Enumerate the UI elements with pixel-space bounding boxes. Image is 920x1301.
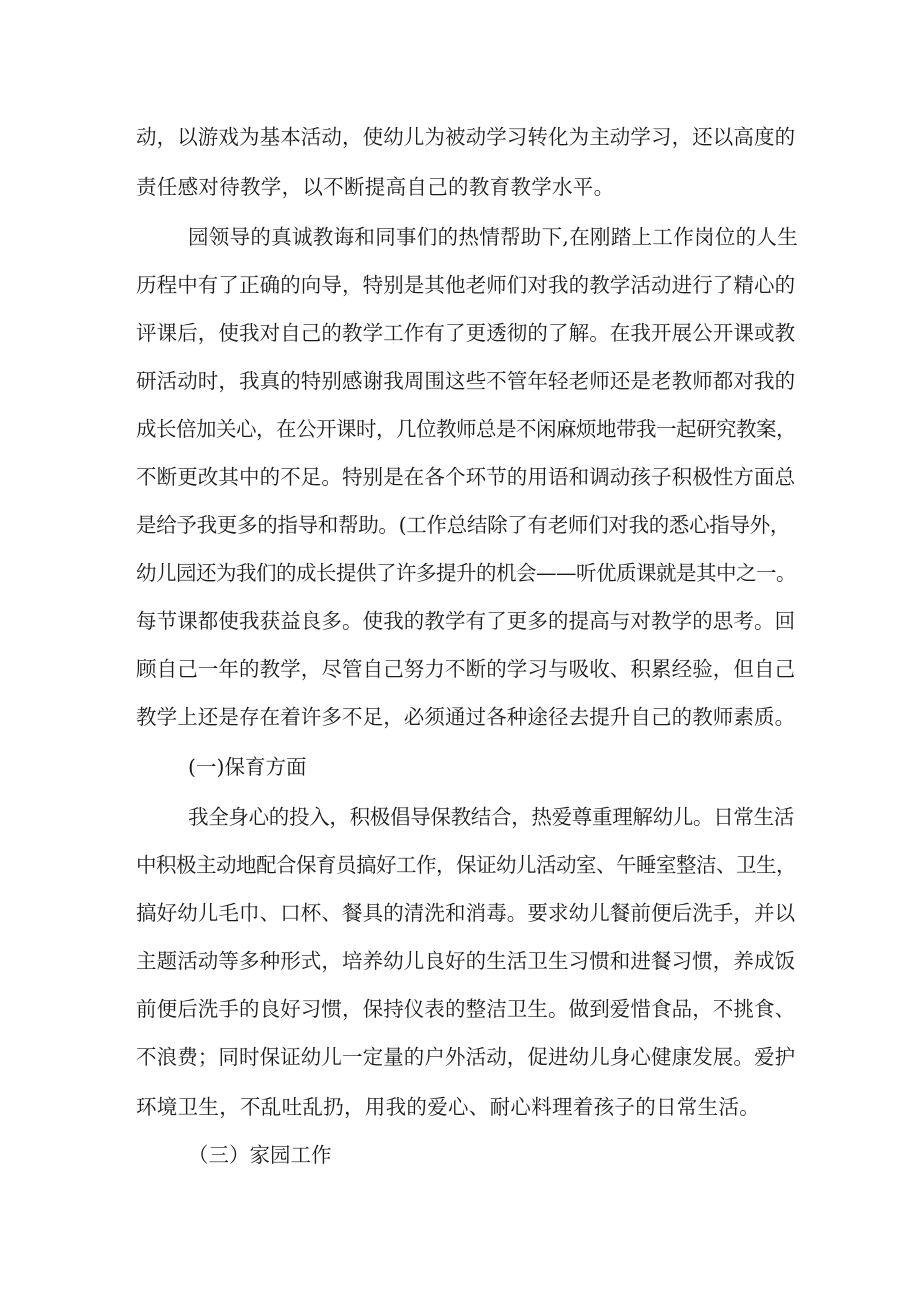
paragraph-line: 不浪费；同时保证幼儿一定量的户外活动，促进幼儿身心健康发展。爱护 [136, 1045, 796, 1069]
section-heading: (一)保育方面 [188, 755, 307, 779]
paragraph-line: 园领导的真诚教诲和同事们的热情帮助下,在刚踏上工作岗位的人生 [188, 225, 799, 249]
paragraph-line: 成长倍加关心，在公开课时，几位教师总是不闲麻烦地带我一起研究教案， [136, 417, 796, 441]
paragraph-line: 每节课都使我获益良多。使我的教学有了更多的提高与对教学的思考。回 [136, 609, 796, 633]
paragraph-line: 主题活动等多种形式，培养幼儿良好的生活卫生习惯和进餐习惯，养成饭 [136, 949, 796, 973]
paragraph-line: 环境卫生，不乱吐乱扔，用我的爱心、耐心料理着孩子的日常生活。 [136, 1095, 760, 1119]
paragraph-line: 顾自己一年的教学，尽管自己努力不断的学习与吸收、积累经验，但自己 [136, 657, 796, 681]
paragraph-line: 我全身心的投入，积极倡导保教结合，热爱尊重理解幼儿。日常生活 [188, 805, 794, 829]
paragraph-line: 搞好幼儿毛巾、口杯、餐具的清洗和消毒。要求幼儿餐前便后洗手，并以 [136, 901, 796, 925]
paragraph-line: 动，以游戏为基本活动，使幼儿为被动学习转化为主动学习，还以高度的 [136, 125, 796, 149]
paragraph-line: 中积极主动地配合保育员搞好工作，保证幼儿活动室、午睡室整洁、卫生， [136, 853, 796, 877]
paragraph-line: 教学上还是存在着许多不足，必须通过各种途径去提升自己的教师素质。 [136, 705, 796, 729]
paragraph-line: 研活动时，我真的特别感谢我周围这些不管年轻老师还是老教师都对我的 [136, 369, 796, 393]
paragraph-line: 责任感对待教学，以不断提高自己的教育教学水平。 [136, 175, 615, 199]
paragraph-line: 评课后，使我对自己的教学工作有了更透彻的了解。在我开展公开课或教 [136, 321, 796, 345]
paragraph-line: 历程中有了正确的向导，特别是其他老师们对我的教学活动进行了精心的 [136, 273, 796, 297]
paragraph-line: 不断更改其中的不足。特别是在各个环节的用语和调动孩子积极性方面总 [136, 465, 796, 489]
paragraph-line: 前便后洗手的良好习惯，保持仪表的整洁卫生。做到爱惜食品，不挑食、 [136, 997, 796, 1021]
paragraph-line: 幼儿园还为我们的成长提供了许多提升的机会——听优质课就是其中之一。 [136, 561, 796, 585]
paragraph-line: 是给予我更多的指导和帮助。(工作总结除了有老师们对我的悉心指导外， [136, 513, 791, 537]
section-heading: （三）家园工作 [188, 1143, 332, 1167]
